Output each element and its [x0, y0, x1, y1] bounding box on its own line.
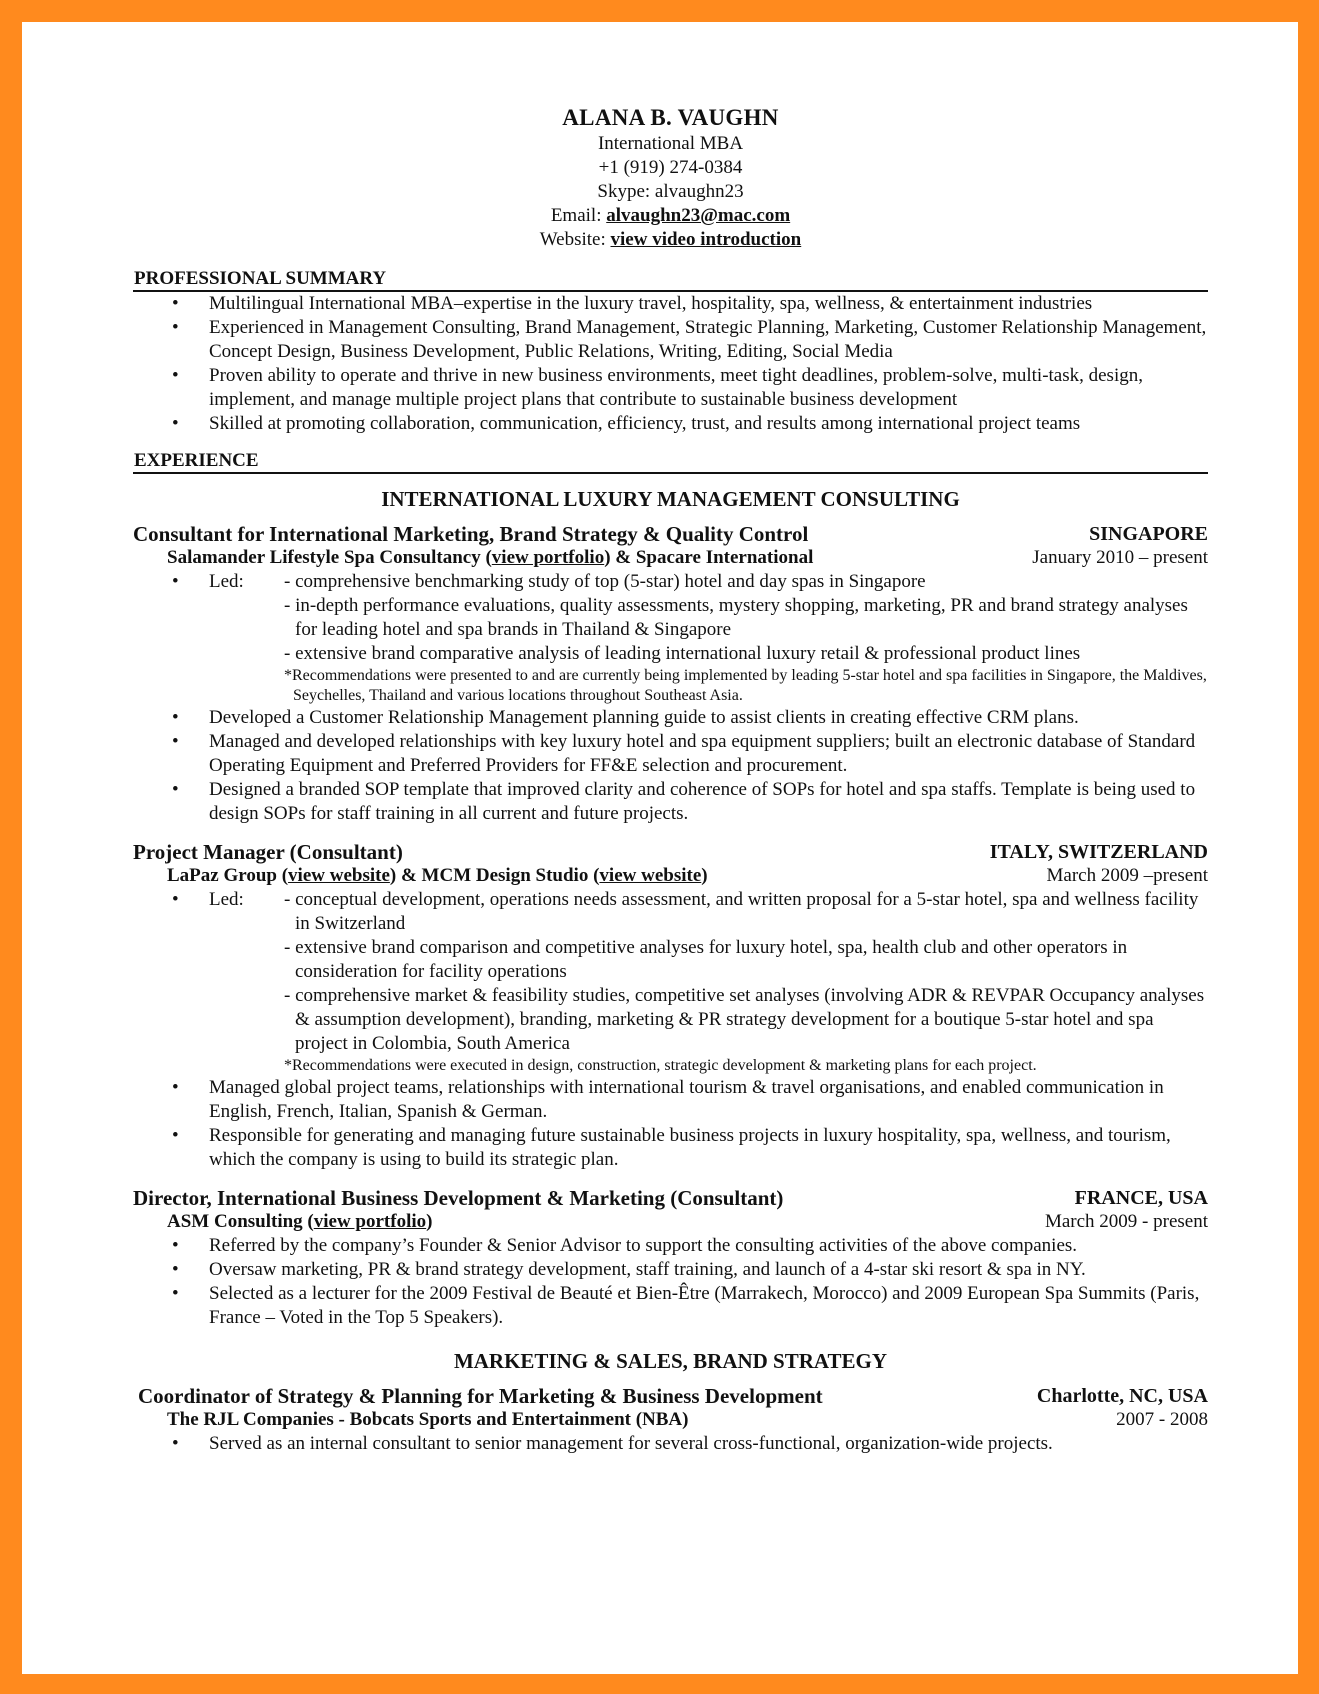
job-bullet: • Responsible for generating and managing future sustainable business projects in luxury hospitality, spa, wellness, and tourism, which the company is using to build its strategic plan. — [133, 1124, 1208, 1172]
job-role: Project Manager (Consultant) — [133, 840, 403, 864]
org-text: LaPaz Group ( — [167, 865, 289, 886]
resume-content — [133, 22, 1208, 1456]
job-bullet: • Oversaw marketing, PR & brand strategy development, staff training, and launch of a 4-star ski resort & spa in NY. — [133, 1258, 1208, 1282]
job-bullets — [133, 1234, 1208, 1330]
job-bullet: • Referred by the company’s Founder & Senior Advisor to support the consulting activities of the above companies. — [133, 1234, 1208, 1258]
view-portfolio-link[interactable]: view portfolio — [313, 1211, 427, 1232]
resume-header — [133, 22, 1208, 252]
job-dates: January 2010 – present — [1032, 547, 1208, 568]
job-consultant-singapore — [133, 522, 1208, 826]
job-role-row — [133, 522, 1208, 546]
org-text: ASM Consulting ( — [167, 1211, 314, 1232]
job-coordinator-strategy — [133, 1384, 1208, 1456]
org-text: ) — [426, 1211, 433, 1232]
job-bullet: • Developed a Customer Relationship Management planning guide to assist clients in creating effective CRM plans. — [133, 706, 1208, 730]
job-role-row — [133, 1186, 1208, 1210]
led-line: - comprehensive benchmarking study of top (5-star) hotel and day spas in Singapore — [284, 571, 926, 592]
view-portfolio-link[interactable]: view portfolio — [491, 547, 605, 568]
email-line — [133, 204, 1208, 228]
led-lines — [284, 570, 1208, 706]
led-line: - extensive brand comparison and competitive analyses for luxury hotel, spa, health club and other operators in consideration for facility operations — [284, 937, 1128, 982]
job-organization — [167, 864, 708, 888]
view-website-link[interactable]: view website — [288, 865, 390, 886]
job-org-row — [133, 1408, 1208, 1432]
candidate-name: ALANA B. VAUGHN — [562, 105, 779, 130]
led-line: - in-depth performance evaluations, quality assessments, mystery shopping, marketing, PR and brand strategy analyses for leading hotel and spa brands in Thailand & Singapore — [284, 595, 1188, 640]
job-bullet: • Managed global project teams, relationships with international tourism & travel organisations, and enabled communication in English, French, Italian, Spanish & German. — [133, 1076, 1208, 1124]
website-label: Website: — [539, 229, 606, 250]
job-dates: 2007 - 2008 — [1116, 1409, 1208, 1430]
led-label: • Led: — [209, 571, 244, 592]
email-label: Email: — [550, 205, 602, 226]
website-line — [133, 228, 1208, 252]
summary-item: • Proven ability to operate and thrive in new business environments, meet tight deadlines, problem-solve, multi-task, design, implement, and manage multiple project plans that contribute to sustainable business development — [133, 364, 1208, 412]
org-text: ) — [701, 865, 708, 886]
job-bullets — [133, 1432, 1208, 1456]
led-bullet — [133, 888, 1208, 1076]
job-organization: The RJL Companies - Bobcats Sports and Entertainment (NBA) — [167, 1409, 689, 1430]
summary-item: • Skilled at promoting collaboration, communication, efficiency, trust, and results among international project teams — [133, 412, 1208, 436]
job-organization — [167, 546, 813, 570]
job-project-manager — [133, 840, 1208, 1172]
job-bullet: • Managed and developed relationships with key luxury hotel and spa equipment suppliers; built an electronic database of Standard Operating Equipment and Preferred Providers for FF&E selection and procurement. — [133, 730, 1208, 778]
led-lines — [284, 888, 1208, 1076]
job-org-row — [133, 864, 1208, 888]
job-role-row — [133, 1384, 1208, 1408]
summary-list — [133, 292, 1208, 436]
job-dates: March 2009 –present — [1046, 865, 1208, 886]
job-organization — [167, 1210, 432, 1234]
video-introduction-link[interactable]: view video introduction — [610, 229, 802, 250]
job-role: Consultant for International Marketing, Brand Strategy & Quality Control — [133, 522, 809, 546]
led-line: - extensive brand comparative analysis of leading international luxury retail & professional product lines — [284, 643, 1081, 664]
org-text: ) & Spacare International — [604, 547, 814, 568]
job-bullet: • Selected as a lecturer for the 2009 Festival de Beauté et Bien-Être (Marrakech, Morocco) and 2009 European Spa Summits (Paris, France – Voted in the Top 5 Speakers). — [133, 1282, 1208, 1330]
job-location: ITALY, SWITZERLAND — [989, 841, 1208, 863]
job-org-row — [133, 1210, 1208, 1234]
phone-number: +1 (919) 274-0384 — [598, 157, 743, 178]
summary-item: • Multilingual International MBA–expertise in the luxury travel, hospitality, spa, wellness, & entertainment industries — [133, 292, 1208, 316]
group-heading-marketing-sales: MARKETING & SALES, BRAND STRATEGY — [453, 1349, 888, 1373]
job-org-row — [133, 546, 1208, 570]
job-role: Director, International Business Development & Marketing (Consultant) — [133, 1186, 784, 1210]
job-director-business-development — [133, 1186, 1208, 1330]
professional-summary-title: PROFESSIONAL SUMMARY — [133, 268, 1208, 292]
job-bullets — [133, 570, 1208, 826]
org-text: ) & MCM Design Studio ( — [389, 865, 600, 886]
led-line: - conceptual development, operations needs assessment, and written proposal for a 5-star hotel, spa and wellness facility in Switzerland — [284, 889, 1199, 934]
experience-title: EXPERIENCE — [133, 450, 1208, 474]
job-location: FRANCE, USA — [1074, 1187, 1208, 1209]
group-heading-luxury-consulting: INTERNATIONAL LUXURY MANAGEMENT CONSULTING — [381, 487, 960, 511]
job-role-row — [133, 840, 1208, 864]
job-bullets — [133, 888, 1208, 1172]
led-label: • Led: — [209, 889, 244, 910]
recommendations-note: *Recommendations were presented to and are currently being implemented by leading 5-star hotel and spa facilities in Singapore, the Maldives, Seychelles, Thailand and various locations throughout Southeast Asia. — [284, 667, 1207, 704]
skype-id: Skype: alvaughn23 — [597, 181, 744, 202]
job-bullet: • Designed a branded SOP template that improved clarity and coherence of SOPs for hotel and spa staffs. Template is being used to design SOPs for staff training in all current and future projects. — [133, 778, 1208, 826]
view-website-link[interactable]: view website — [599, 865, 702, 886]
recommendations-note: *Recommendations were executed in design, construction, strategic development & marketing plans for each project. — [284, 1057, 1037, 1074]
led-bullet — [133, 570, 1208, 706]
job-dates: March 2009 - present — [1044, 1211, 1208, 1232]
job-role: Coordinator of Strategy & Planning for Marketing & Business Development — [138, 1384, 823, 1408]
job-location: Charlotte, NC, USA — [1036, 1385, 1208, 1407]
led-line: - comprehensive market & feasibility studies, competitive set analyses (involving ADR & REVPAR Occupancy analyses & assumption development), branding, marketing & PR strategy development for a boutique 5-star hotel and spa project in Colombia, South America — [284, 985, 1205, 1054]
resume-page — [22, 22, 1298, 1674]
org-text: Salamander Lifestyle Spa Consultancy ( — [167, 547, 492, 568]
job-location: SINGAPORE — [1089, 523, 1208, 545]
job-bullet: • Served as an internal consultant to senior management for several cross-functional, organization-wide projects. — [133, 1432, 1208, 1456]
summary-item: • Experienced in Management Consulting, Brand Management, Strategic Planning, Marketing, Customer Relationship Management, Concept Design, Business Development, Public Relations, Writing, Editing, Social Media — [133, 316, 1208, 364]
candidate-title: International MBA — [597, 133, 744, 154]
email-link[interactable]: alvaughn23@mac.com — [606, 205, 791, 226]
